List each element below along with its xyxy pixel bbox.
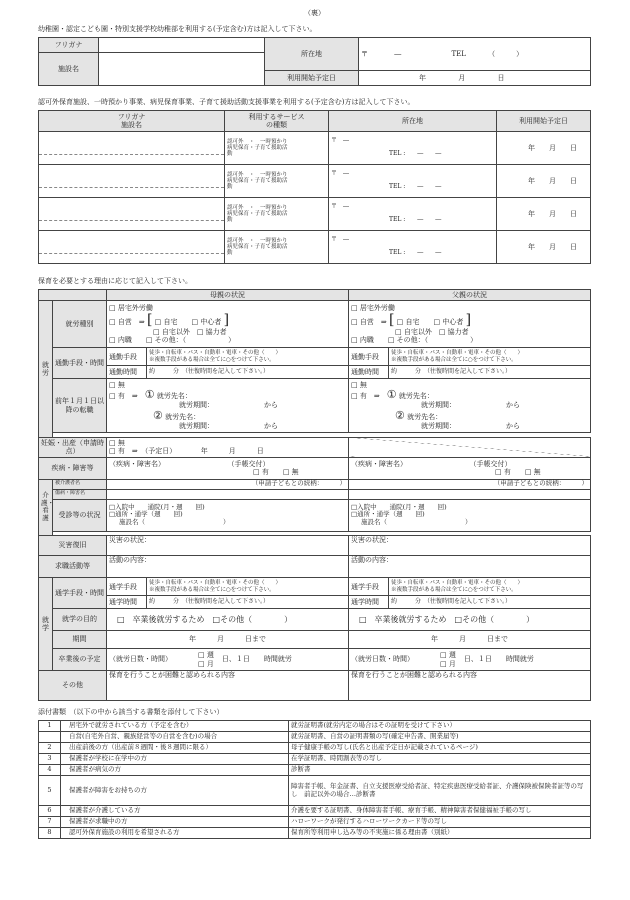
section2-intro: 認可外保育施設、一時預かり事業、病児保育事業、子育て援助活動支援事業を利用する(予定含む)方は記入して下さい。 — [38, 98, 415, 106]
attachment-document: 障害者手帳、年金証書、自立支援医療受給者証、特定疾患医療受給者証、介護保険被保険者証等の写し 前記以外の場合…診断書 — [289, 776, 591, 806]
father-jobsearch[interactable]: 活動の内容： — [349, 556, 591, 578]
mother-period[interactable]: 年 月 日まで — [107, 631, 349, 649]
attachment-table — [38, 720, 591, 839]
treatment-label: 受診等の状況 — [53, 499, 107, 531]
attachment-row — [39, 754, 591, 765]
facility-label: 施設名 — [39, 53, 99, 86]
attachment-row — [39, 721, 591, 732]
father-emp-type[interactable]: □ 居宅外労働 □ 自営 ⇒ [ □ 自宅 □ 中心者 ] □ 自宅以外 □ 協力者 □ 内職 □ その他：（ ） — [349, 301, 591, 348]
childcare-start-field[interactable]: 年 月 日 — [497, 165, 591, 198]
mother-emp-type[interactable]: □ 居宅外労働 □ 自営 ⇒ [ □ 自宅 □ 中心者 ] □ 自宅以外 □ 協力者 □ 内職 □ その他：（ ） — [107, 301, 349, 348]
attachment-document: ハローワークが発行するハローワークカード等の写し — [289, 817, 591, 828]
childcare-facility-field[interactable] — [39, 231, 225, 264]
childcare-start-field[interactable]: 年 月 日 — [497, 198, 591, 231]
kindergarten-location-field[interactable] — [359, 38, 591, 71]
center-opt[interactable]: □ 中心者 — [191, 317, 222, 326]
attachment-condition: 保護者が求職中の方 — [61, 817, 289, 828]
attachment-row — [39, 817, 591, 828]
mother-pregnancy[interactable]: □ 無 □ 有 ⇒ （予定日） 年 月 日 — [107, 437, 349, 457]
other-check[interactable]: □ その他：（ ） — [387, 336, 478, 345]
childcare-start-field[interactable]: 年 月 日 — [497, 231, 591, 264]
attachment-document: 就労証明書、自営の証明書類の写(確定申告書、開業届等) — [289, 732, 591, 743]
section3-intro: 保育を必要とする理由に応じて記入して下さい。 — [38, 277, 192, 285]
section4-intro: 添付書類 （以下の中から該当する書類を添付して下さい） — [38, 708, 224, 716]
page-marker: （裏） — [304, 9, 325, 17]
father-period[interactable]: 年 月 日まで — [349, 631, 591, 649]
h-location: 所在地 — [329, 111, 497, 132]
home-opt[interactable]: □ 自宅 — [396, 317, 420, 326]
mother-cared-ill[interactable] — [107, 489, 349, 499]
father-disaster[interactable]: 災害の状況： — [349, 536, 591, 556]
shugaku-group: 就学 — [39, 578, 53, 671]
h-service: 利用するサービス の種類 — [225, 111, 329, 132]
mother-illness[interactable]: （疾病・障害名） （手帳交付） □ 有 □ 無 — [107, 457, 349, 479]
childcare-facility-field[interactable] — [39, 165, 225, 198]
mother-treatment[interactable]: □入院中 通院(月・週 回) □通所・通学（週 回) 施設名（ ） — [107, 499, 349, 531]
month-label: 月 — [458, 73, 466, 82]
mother-prev-job[interactable]: □ 無 □ 有 ⇒ ① 就労先名： 就労期間： から ② 就労先名： 就労期間： から — [107, 379, 349, 433]
reason-table — [38, 289, 591, 701]
attachment-condition: 自営(自宅外自営、親族経営等の自営を含む)の場合 — [61, 732, 289, 743]
cared-name-label: 被介護者名 — [53, 479, 107, 489]
purpose-label: 就学の目的 — [53, 609, 107, 631]
none-check[interactable]: □ 無 — [109, 380, 125, 389]
postal-mark: 〒 — [361, 49, 368, 58]
father-pregnancy-na — [349, 437, 591, 457]
attachment-condition: 保護者が病気の方 — [61, 765, 289, 776]
childcare-row — [39, 231, 591, 264]
father-commute[interactable]: 通勤手段 徒歩・自転車・バス・自動車・電車・その他（ ） ※複数手段がある場合は全てに○をつけて下さい。 通勤時間 約 分 （往復時間を記入して下さい。） — [349, 348, 591, 379]
pregnancy-label: 妊娠・出産（申請時点） — [39, 437, 107, 457]
attachment-document: 在学証明書、時間割表等の写し — [289, 754, 591, 765]
attachment-condition: 出産前後の方（出産前８週間・後８週間に限る） — [61, 743, 289, 754]
childcare-location-field[interactable]: 〒 ― TEL : ― ― — [329, 231, 497, 264]
childcare-row — [39, 132, 591, 165]
mother-relation[interactable]: （申請子どもとの続柄： ） — [107, 479, 349, 489]
service-options[interactable]: 認可外 ・ 一時預かり 病児保育・子育て援助活 動 — [225, 198, 329, 231]
h-start: 利用開始予定日 — [497, 111, 591, 132]
father-school-commute[interactable]: 通学手段 徒歩・自転車・バス・自動車・電車・その他（ ） ※複数手段がある場合は全てに○をつけて下さい。 通学時間 約 分 （往復時間を記入して下さい。） — [349, 578, 591, 609]
mother-other[interactable]: 保育を行うことが困難と認められる内容 — [107, 671, 349, 701]
childcare-table — [38, 110, 591, 264]
father-treatment[interactable]: □入院中 通院(月・週 回) □通所・通学（週 回) 施設名（ ） — [349, 499, 591, 531]
attachment-row — [39, 765, 591, 776]
childcare-start-field[interactable]: 年 月 日 — [497, 132, 591, 165]
helper-opt[interactable]: □ 協力者 — [196, 328, 227, 337]
service-options[interactable]: 認可外 ・ 一時預かり 病児保育・子育て援助活 動 — [225, 231, 329, 264]
furigana-label: フリガナ — [39, 38, 99, 53]
year-label: 年 — [419, 73, 426, 82]
postal-dash: ― — [394, 49, 402, 58]
location-label: 所在地 — [265, 38, 359, 71]
day-label: 日 — [497, 73, 505, 82]
attachment-row — [39, 743, 591, 754]
kindergarten-start-date-field[interactable] — [359, 71, 591, 86]
yes-check[interactable]: □ 有 ⇒ — [351, 391, 380, 400]
attachment-condition: 保護者が学校に在学中の方 — [61, 754, 289, 765]
attachment-document: 介護を要する証明書、身体障害者手帳、療育手帳、精神障害者保健福祉手帳の写し — [289, 806, 591, 817]
center-opt[interactable]: □ 中心者 — [433, 317, 464, 326]
start-date-label: 利用開始予定日 — [265, 71, 359, 86]
father-purpose[interactable]: □ 卒業後就労するため □その他（ ） — [349, 609, 591, 631]
outside-opt[interactable]: □ 自宅以外 — [395, 328, 432, 337]
commute-label: 通勤手段・時間 — [53, 348, 107, 379]
inner-check[interactable]: □ 内職 — [351, 336, 374, 345]
attachment-row — [39, 806, 591, 817]
father-other[interactable]: 保育を行うことが困難と認められる内容 — [349, 671, 591, 701]
childcare-facility-field[interactable] — [39, 132, 225, 165]
tel-label: TEL — [451, 49, 466, 58]
father-relation[interactable]: （申請子どもとの続柄： ） — [349, 479, 591, 489]
home-opt[interactable]: □ 自宅 — [154, 317, 178, 326]
attachment-condition: 保護者が障害をお持ちの方 — [61, 776, 289, 806]
attachment-condition: 認可外保育施設の利用を希望される方 — [61, 828, 289, 839]
jobsearch-label: 求職活動等 — [39, 556, 107, 578]
kindergarten-furigana-field[interactable] — [99, 38, 265, 53]
father-illness[interactable]: （疾病・障害名） （手帳交付） □ 有 □ 無 — [349, 457, 591, 479]
service-options[interactable]: 認可外 ・ 一時預かり 病児保育・子育て援助活 動 — [225, 132, 329, 165]
childcare-location-field[interactable]: 〒 ― TEL : ― ― — [329, 198, 497, 231]
childcare-row — [39, 165, 591, 198]
kindergarten-table — [38, 37, 591, 86]
father-header: 父親の状況 — [349, 290, 591, 301]
school-commute-label: 通学手段・時間 — [53, 578, 107, 609]
kaigo-group: 介護・看護 — [39, 479, 53, 536]
home-check[interactable]: □ 自営 ⇒ — [351, 317, 387, 326]
attachment-no: 7 — [39, 817, 61, 828]
cared-ill-label: 傷病・障害名 — [53, 489, 107, 499]
attachment-document: 母子健康手帳の写し(氏名と出産予定日が記載されているページ) — [289, 743, 591, 754]
disaster-label: 災害復旧 — [39, 536, 107, 556]
tel-paren: （ ） — [488, 49, 524, 58]
attachment-condition: 保護者が介護している方 — [61, 806, 289, 817]
attachment-no: 3 — [39, 754, 61, 765]
after-label: 卒業後の予定 — [53, 649, 107, 671]
other-check[interactable]: □ その他：（ ） — [145, 336, 236, 345]
other-label: その他 — [39, 671, 107, 701]
none-check[interactable]: □ 無 — [351, 380, 367, 389]
selfemp-check[interactable]: □ 居宅外労働 — [351, 303, 395, 312]
illness-label: 疾病・障害等 — [39, 457, 107, 479]
emp-type-label: 就労種別 — [53, 301, 107, 348]
attachment-row — [39, 732, 591, 743]
attachment-no: 8 — [39, 828, 61, 839]
section1-intro: 幼稚園・認定こども園・特別支援学校幼稚部を利用する(予定含む)方は記入して下さい。 — [38, 25, 317, 33]
attachment-row — [39, 776, 591, 806]
h-facility: フリガナ 施設名 — [39, 111, 225, 132]
father-after[interactable]: （就労日数・時間） □ 週 □ 月 日、１日 時間就労 — [349, 649, 591, 671]
kindergarten-facility-field[interactable] — [99, 53, 265, 86]
father-prev-job[interactable]: □ 無 □ 有 ⇒ ① 就労先名： 就労期間： から ② 就労先名： 就労期間： から — [349, 379, 591, 433]
attachment-no: 2 — [39, 743, 61, 754]
childcare-location-field[interactable]: 〒 ― TEL : ― ― — [329, 132, 497, 165]
service-options[interactable]: 認可外 ・ 一時預かり 病児保育・子育て援助活 動 — [225, 165, 329, 198]
outside-opt[interactable]: □ 自宅以外 — [153, 328, 190, 337]
period-label: 期間 — [53, 631, 107, 649]
prev-job-label: 前年１月１日以降の転職 — [53, 379, 107, 433]
mother-disaster[interactable]: 災害の状況： — [107, 536, 349, 556]
mother-after[interactable]: （就労日数・時間） □ 週 □ 月 日、１日 時間就労 — [107, 649, 349, 671]
attachment-no: 6 — [39, 806, 61, 817]
attachment-row — [39, 828, 591, 839]
childcare-facility-field[interactable] — [39, 198, 225, 231]
mother-purpose[interactable]: □ 卒業後就労するため □その他（ ） — [107, 609, 349, 631]
attachment-document: 保育所等利用申し込み等の不実施に係る理由書（別紙） — [289, 828, 591, 839]
attachment-no: 5 — [39, 776, 61, 806]
inner-check[interactable]: □ 内職 — [109, 336, 132, 345]
helper-opt[interactable]: □ 協力者 — [438, 328, 469, 337]
childcare-row — [39, 198, 591, 231]
attachment-no — [39, 732, 61, 743]
attachment-no: 1 — [39, 721, 61, 732]
attachment-no: 4 — [39, 765, 61, 776]
father-cared-ill[interactable] — [349, 489, 591, 499]
mother-commute[interactable]: 通勤手段 徒歩・自転車・バス・自動車・電車・その他（ ） ※複数手段がある場合は全てに○をつけて下さい。 通勤時間 約 分 （往復時間を記入して下さい。） — [107, 348, 349, 379]
attachment-document: 診断書 — [289, 765, 591, 776]
home-check[interactable]: □ 自営 ⇒ — [109, 317, 145, 326]
mother-header: 母親の状況 — [107, 290, 349, 301]
attachment-condition: 居宅外で就労されている方（予定を含む） — [61, 721, 289, 732]
mother-school-commute[interactable]: 通学手段 徒歩・自転車・バス・自動車・電車・その他（ ） ※複数手段がある場合は全てに○をつけて下さい。 通学時間 約 分 （往復時間を記入して下さい。） — [107, 578, 349, 609]
mother-jobsearch[interactable]: 活動の内容： — [107, 556, 349, 578]
selfemp-check[interactable]: □ 居宅外労働 — [109, 303, 153, 312]
yes-check[interactable]: □ 有 ⇒ — [109, 391, 138, 400]
shuro-group: 就労 — [39, 301, 53, 438]
childcare-location-field[interactable]: 〒 ― TEL : ― ― — [329, 165, 497, 198]
attachment-document: 就労証明書(就労内定の場合はその証明を受けて下さい） — [289, 721, 591, 732]
